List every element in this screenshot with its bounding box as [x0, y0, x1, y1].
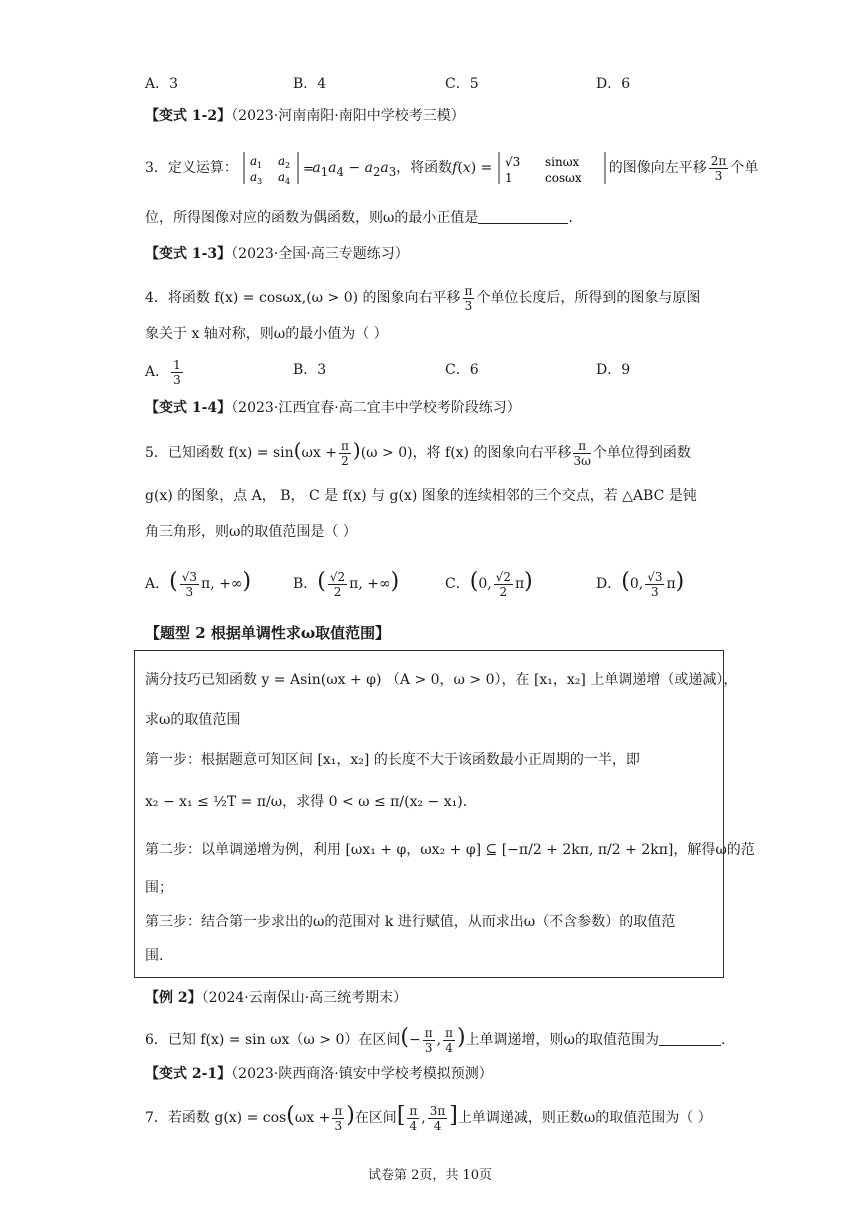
variant-source: （2023·江西宜春·高二宜丰中学校考阶段练习） [231, 400, 521, 416]
q5-text-3: 个单位得到函数 [592, 445, 691, 461]
variant-tag: 【变式 2-1】 [145, 1066, 232, 1082]
variant-tag: 【变式 1-3】 [145, 246, 232, 262]
q5-option-c: C．(0, $\frac{√2}{2}$ π) [445, 569, 533, 599]
example-tag: 【例 2】 [145, 990, 202, 1006]
q4-option-a [145, 354, 185, 390]
fraction-pi-3w: $\frac{\pi}{3\omega}$ [573, 438, 591, 468]
variant-source: （2023·全国·高三专题练习） [231, 246, 409, 262]
variant-source: （2023·陕西商洛·镇安中学校考模拟预测） [231, 1066, 493, 1082]
variant-2-1-header [145, 1064, 493, 1084]
question-5-line-1: 5．已知函数 f(x) = sin(ωx + $\frac{\pi}{2}$ )(ω > 0)，将 f(x) 的图象向右平移 $\frac{\pi}{3\omega}$ 个单位得到函数 [145, 438, 691, 468]
answer-blank[interactable] [478, 209, 568, 224]
q5-option-a: A．( $\frac{√3}{3}$ π, +∞) [145, 569, 252, 599]
svg-text:a: a [278, 170, 286, 184]
variant-1-3-header [145, 244, 409, 264]
question-number: 3．定义运算： [145, 160, 238, 176]
svg-text:=: = [303, 162, 315, 177]
variant-source: （2023·河南南阳·南阳中学校考三模） [231, 108, 465, 124]
q5-option-b: B．( $\frac{√2}{2}$ π, +∞) [293, 569, 400, 599]
q7-text: 7．若函数 g(x) = cos [145, 1110, 287, 1126]
q4-option-b: B．3 [293, 362, 327, 378]
q4-text: 4．将函数 f(x) = cosωx,(ω > 0) 的图象向右平移 [145, 290, 461, 306]
question-4-line-1 [145, 280, 700, 316]
q7-text-3: 上单调递减，则正数ω的取值范围为（ ） [457, 1110, 712, 1126]
option-b: B．4 [293, 76, 327, 92]
svg-text:1: 1 [504, 171, 513, 185]
question-7: 7．若函数 g(x) = cos(ωx + $\frac{\pi}{3}$ )在区间[ $\frac{\pi}{4}$ , $\frac{3\pi}{4}$ ]上单调递减，则正数ω的取值范围为（ ） [145, 1103, 712, 1133]
determinant-function [497, 148, 609, 188]
example-2-header [145, 988, 407, 1008]
q5-text-2: (ω > 0)，将 f(x) 的图象向右平移 [360, 445, 572, 461]
tips-line-1: 满分技巧已知函数 y = Asin(ωx + φ) （A > 0，ω > 0），在 [x₁，x₂] 上单调递增（或递减）， [145, 672, 738, 688]
option-d: D．6 [596, 76, 631, 92]
q4-text-2: 个单位长度后，所得到的图象与原图 [476, 290, 701, 306]
question-6: 6．已知 f(x) = sin ωx（ω > 0）在区间(− $\frac{\pi}{3}$ , $\frac{\pi}{4}$ )上单调递增，则ω的取值范围为 . [145, 1025, 726, 1055]
page-footer: 试卷第 2页，共 10页 [367, 1168, 493, 1183]
q5-text: 5．已知函数 f(x) = sin [145, 445, 294, 461]
tips-line-6: 围； [145, 880, 173, 896]
option-label: A． [145, 364, 170, 380]
svg-text:2: 2 [285, 161, 291, 170]
example-source: （2024·云南保山·高三统考期末） [201, 990, 408, 1006]
q6-end: . [720, 1032, 726, 1048]
svg-text:√3: √3 [504, 155, 521, 169]
variant-tag: 【变式 1-4】 [145, 400, 232, 416]
tips-line-5: 第二步：以单调递增为例，利用 [ωx₁ + φ，ωx₂ + φ] ⊆ [−π/2 + 2kπ, π/2 + 2kπ]，解得ω的范 [145, 842, 755, 858]
option-label: A． [145, 576, 170, 592]
svg-text:1: 1 [257, 161, 263, 170]
q3-text: ，将函数 [396, 160, 453, 176]
svg-text:a: a [250, 154, 258, 168]
q6-text-2: 上单调递增，则ω的取值范围为 [465, 1032, 659, 1048]
fraction-pi-2: $\frac{\pi}{2}$ [340, 438, 349, 468]
q6-text: 6．已知 f(x) = sin ωx（ω > 0）在区间 [145, 1032, 401, 1048]
question-3-line-1: 3．定义运算： a 1 a 2 a 3 a 4 = $a_1a_4 - a_2a_3$，将函数f(x) = √3 sinωx 1 cosωx 的图像向左平移 $\frac{2\pi}{3}$ 个单 [145, 148, 758, 188]
tips-line-8: 围. [145, 948, 164, 964]
question-5-line-2: g(x) 的图象，点 A， B， C 是 f(x) 与 g(x) 图象的连续相邻的三个交点，若 △ABC 是钝 [145, 488, 697, 504]
svg-text:4: 4 [285, 177, 291, 186]
svg-text:a: a [250, 170, 258, 184]
svg-text:a: a [278, 154, 286, 168]
svg-text:sinωx: sinωx [544, 155, 580, 169]
question-4-line-2: 象关于 x 轴对称，则ω的最小值为（ ） [145, 326, 388, 342]
question-5-line-3: 角三角形，则ω的取值范围是（ ） [145, 524, 357, 540]
variant-1-2-header [145, 106, 465, 126]
q5-option-d: D．(0, $\frac{√3}{3}$ π) [596, 569, 685, 599]
svg-text:3: 3 [257, 177, 263, 186]
tips-line-7: 第三步：结合第一步求出的ω的范围对 k 进行赋值，从而求出ω（不含参数）的取值范 [145, 914, 676, 930]
q3-line-2-text: 位，所得图像对应的函数为偶函数，则ω的最小正值是 [145, 210, 479, 226]
variant-tag: 【变式 1-2】 [145, 108, 232, 124]
option-c: C．5 [445, 76, 479, 92]
option-label: B． [293, 576, 318, 592]
section-heading: 【题型 2 根据单调性求ω取值范围】 [145, 624, 391, 642]
svg-text:cosωx: cosωx [544, 171, 582, 185]
question-3-line-2 [145, 208, 573, 228]
answer-blank[interactable] [659, 1031, 721, 1046]
tips-line-2: 求ω的取值范围 [145, 712, 241, 728]
option-label: C． [445, 576, 470, 592]
q3-text-2: 的图像向左平移 [608, 160, 707, 176]
option-label: D． [596, 576, 622, 592]
fraction-1-3: $\frac{1}{3}$ [173, 357, 181, 387]
q7-text-2: 在区间 [354, 1110, 397, 1126]
q4-option-d: D．9 [596, 362, 631, 378]
determinant-ab [242, 148, 315, 188]
option-a: A．3 [145, 76, 179, 92]
q3-text-3: 个单 [730, 160, 759, 176]
tips-line-4: x₂ − x₁ ≤ ½T = π/ω，求得 0 < ω ≤ π/(x₂ − x₁). [145, 794, 468, 810]
q4-option-c: C．6 [445, 362, 479, 378]
fraction-2pi-3: $\frac{2\pi}{3}$ [710, 153, 727, 183]
fraction-pi-3: $\frac{\pi}{3}$ [464, 283, 473, 313]
q3-end: . [568, 210, 573, 226]
variant-1-4-header [145, 398, 521, 418]
tips-line-3: 第一步：根据题意可知区间 [x₁，x₂] 的长度不大于该函数最小正周期的一半，即 [145, 752, 640, 768]
